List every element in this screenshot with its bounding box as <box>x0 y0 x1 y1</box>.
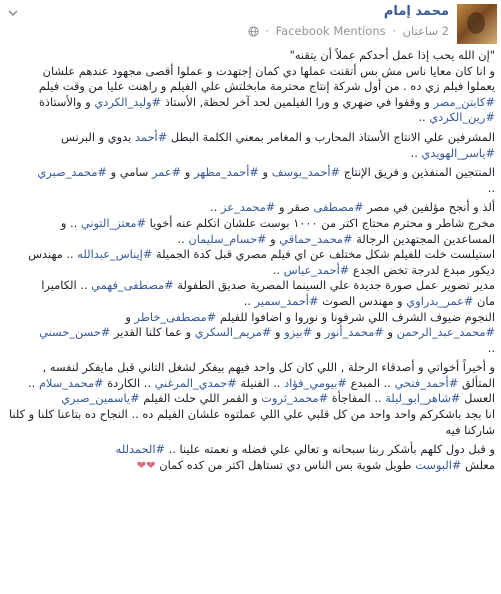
post-text: .. مهندس <box>28 247 78 262</box>
hashtag-link[interactable]: #محمد_سلام <box>38 375 104 390</box>
post-text: .. الفنيلة <box>236 375 285 390</box>
hashtag-link[interactable]: #محمد_عبد_الرحمن <box>396 325 495 340</box>
hashtag-link[interactable]: #بيومي_فؤاد <box>284 375 347 390</box>
post-text: معلش <box>461 457 495 472</box>
hashtag-link[interactable]: #بيزو <box>284 325 313 340</box>
post-text: .. <box>210 200 222 215</box>
hashtag-link[interactable]: #مصطفى <box>313 200 364 215</box>
hashtag-link[interactable]: #وليد_الكردي <box>94 94 162 109</box>
post-text: .. الكاردة <box>103 375 155 390</box>
post-line <box>6 247 495 263</box>
post-body <box>6 48 495 477</box>
post-text: و مهندس الصوت <box>318 293 407 308</box>
post-line <box>6 200 495 216</box>
post-text: .. المفاجأة <box>328 391 386 406</box>
post-line <box>6 232 495 248</box>
post-text: و عما كلنا القدير <box>110 325 195 340</box>
post-text: و <box>312 325 325 340</box>
hashtag-link[interactable]: #ياسمين_صبري <box>61 391 140 406</box>
post-text: و <box>125 309 135 324</box>
post-text: مدير تصوير عمل صورة جديدة علي السينما المصرية صديق الطفولة <box>173 278 495 293</box>
hashtag-link[interactable]: #أحمد <box>134 129 168 144</box>
post-header <box>4 4 497 44</box>
post-line <box>6 79 495 95</box>
hashtag-link[interactable]: #أحمد_عباس <box>283 262 350 277</box>
hashtag-link[interactable]: #ياسر_الهويدي <box>421 145 495 160</box>
post-line <box>6 216 495 232</box>
post-text: و <box>266 231 280 246</box>
author-name[interactable]: محمد إمام <box>383 4 449 19</box>
avatar[interactable] <box>457 4 497 44</box>
post-line <box>6 341 495 357</box>
post-text: و انا كان معايا ناس مش بس أتقنت عملها دي كمان إجتهدت و عملوا أقصى مجهود عندهم علشان <box>42 63 495 78</box>
post-text: .. <box>28 375 39 390</box>
post-text: .. الكاميرا <box>41 278 92 293</box>
meta-separator-2: · <box>265 24 269 38</box>
post-text: استيلست خلت للفيلم شكل مختلف عن اي فيلم مصري قبل كدة الجميلة <box>152 247 495 262</box>
post-text: و وقفوا في ضهري و ورا الفيلمين لحد آخر لحظة, الأستاذ <box>161 94 434 109</box>
post-text: المساعدين المجتهدين الرجالة <box>352 231 495 246</box>
post-text: .. المبدع <box>346 375 395 390</box>
post-text: صقر و <box>275 200 314 215</box>
post-line <box>6 146 495 162</box>
post-line <box>6 458 495 474</box>
hashtag-link[interactable]: #حسام_سليمان <box>188 231 267 246</box>
hashtag-link[interactable]: #أحمد_سمير <box>254 293 319 308</box>
hashtag-link[interactable]: #مصطفى_خاطر <box>134 309 217 324</box>
hashtag-link[interactable]: #الحمدلله <box>115 442 166 457</box>
post-text: و <box>181 165 194 180</box>
post-text: المشرفين علي الانتاج الأستاذ المحارب و المغامر بمعني الكلمة البطل <box>167 129 495 144</box>
post-line <box>6 310 495 326</box>
post-text: .. <box>177 231 189 246</box>
post-line <box>6 165 495 181</box>
post-paragraph <box>6 200 495 356</box>
hashtag-link[interactable]: #محمد_أنور <box>324 325 384 340</box>
hashtag-link[interactable]: #محمد_عز <box>221 200 276 215</box>
post-text: و والأستاذة <box>38 94 95 109</box>
hashtag-link[interactable]: #رين_الكردي <box>429 110 495 125</box>
hashtag-link[interactable]: #عمر_بدراوي <box>406 293 474 308</box>
chevron-down-icon[interactable] <box>6 6 20 20</box>
post-text: طويل شوية بس الناس دي تستاهل اكتر من كده كمان <box>155 457 416 472</box>
post-text: المنتجين المنفذين و فريق الإنتاج <box>340 165 495 180</box>
post-line <box>6 263 495 279</box>
post-text: المتألق <box>458 375 495 390</box>
post-text: و <box>258 165 272 180</box>
post-text: بدوي و البرنس <box>60 129 135 144</box>
post-line <box>6 376 495 392</box>
post-paragraph <box>6 130 495 161</box>
post-line <box>6 442 495 458</box>
hashtag-link[interactable]: #شاهر_ابو_ليلة <box>385 391 461 406</box>
post-text: يعملوا فيلم زي ده . من أول شركة إنتاج محترمة مابخلتش علي الفيلم و راهنت عليا من وقت فيلم <box>38 79 495 94</box>
post-text: و قبل دول كلهم بأشكر ربنا سبحانه و تعالي علي فضله و نعمته علينا .. <box>165 442 495 457</box>
post-text: شاركنا فيه <box>445 422 495 437</box>
post-text: ألذ و أنجح مؤلفين في مصر <box>363 200 495 215</box>
post-text: .. <box>272 262 284 277</box>
post-source[interactable]: Facebook Mentions <box>275 24 386 38</box>
post-text: مان <box>473 293 495 308</box>
post-text: و أخيراً أخواتي و أصدقاء الرحلة , اللي كان كل واحد فيهم بيفكر لشغل التاني قبل مايفكر لنفسه , <box>42 360 495 375</box>
globe-icon <box>248 26 259 40</box>
post-line <box>6 64 495 80</box>
post-line <box>6 407 495 423</box>
hashtag-link[interactable]: #البوست <box>415 457 462 472</box>
post-line <box>6 181 495 197</box>
post-text: .. <box>487 340 495 355</box>
hashtag-link[interactable]: #محمد_صبري <box>37 165 107 180</box>
hashtag-link[interactable]: #مصطفى_فهمي <box>91 278 174 293</box>
hashtag-link[interactable]: #مريم_السكري <box>194 325 272 340</box>
post-line <box>6 325 495 341</box>
hashtag-link[interactable]: #محمد_ثروت <box>261 391 329 406</box>
hashtag-link[interactable]: #كابتن_مصر <box>433 94 495 109</box>
post-text: .. <box>418 110 430 125</box>
post-text: العسل <box>460 391 495 406</box>
hashtag-link[interactable]: #حسن_حسني <box>39 325 111 340</box>
hashtag-link[interactable]: #حمدي_المرغني <box>154 375 237 390</box>
post-text: .. <box>410 145 422 160</box>
post-text: مخرج شاطر و محترم محتاج اكتر من ١٠٠٠ بوست علشان اتكلم عنه أخويا <box>146 215 495 230</box>
hashtag-link[interactable]: #إيناس_عبدالله <box>77 247 153 262</box>
post-meta <box>248 24 449 40</box>
post-paragraph <box>6 442 495 473</box>
hashtag-link[interactable]: #عمر <box>151 165 182 180</box>
hashtag-link[interactable]: #أحمد_فتحي <box>394 375 459 390</box>
post-line <box>6 294 495 310</box>
post-text: ديكور مبدع لدرجة تخض الجدع <box>349 262 495 277</box>
post-paragraph <box>6 48 495 126</box>
post-text: النجوم ضيوف الشرف اللي شرفونا و نوروا و اضافوا للفيلم <box>216 309 495 324</box>
post-line <box>6 423 495 439</box>
post-text: و القمر اللي حلت الفيلم <box>139 391 262 406</box>
post-line <box>6 110 495 126</box>
post-text: .. <box>487 180 495 195</box>
post-line <box>6 48 495 64</box>
post-paragraph <box>6 360 495 438</box>
post-text: .. و <box>60 215 81 230</box>
post-line <box>6 278 495 294</box>
post-text: سامي و <box>106 165 152 180</box>
post-line <box>6 391 495 407</box>
post-paragraph <box>6 165 495 196</box>
hashtag-link[interactable]: #معتز_التوني <box>80 215 147 230</box>
post-line <box>6 130 495 146</box>
post-line <box>6 95 495 111</box>
post-text: و <box>271 325 285 340</box>
hashtag-link[interactable]: #محمد_حماقي <box>279 231 353 246</box>
hashtag-link[interactable]: #أحمد_يوسف <box>271 165 341 180</box>
post-text: انا بجد باشكركم واحد واحد من كل قلبي علي اللي عملتوه علشان الفيلم ده .. النجاح ده بتاعنا كلنا و كلنا <box>8 407 495 422</box>
post-line <box>6 360 495 376</box>
hashtag-link[interactable]: #أحمد_مظهر <box>193 165 259 180</box>
post-text: "إن الله يحب إذا عمل أحدكم عملاً أن يتقنه" <box>289 48 495 62</box>
post-text: .. <box>243 293 255 308</box>
meta-separator: · <box>392 24 396 38</box>
post-text: و <box>383 325 397 340</box>
post-time[interactable]: 2 ساعتان <box>402 24 449 38</box>
heart-emoji: ❤❤ <box>136 457 156 472</box>
